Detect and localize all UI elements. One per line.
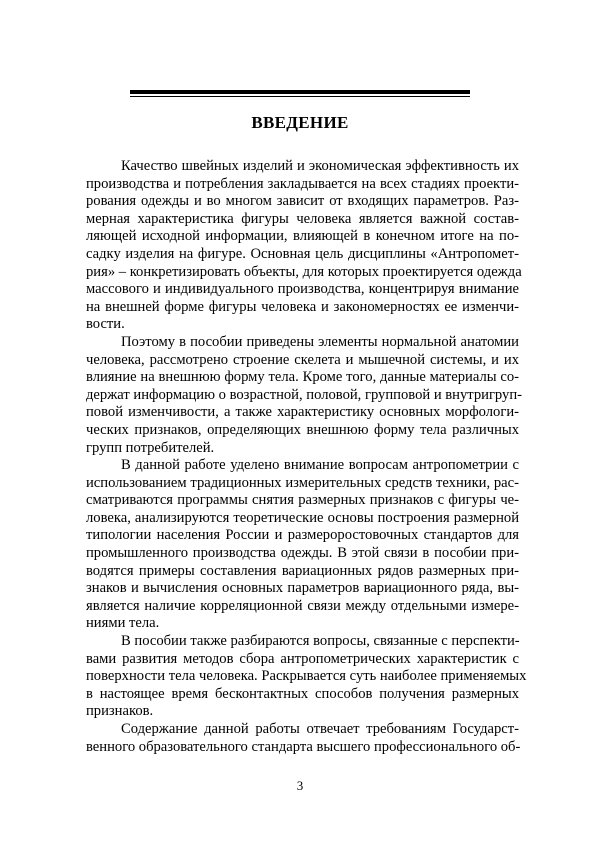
text-line: Качество швейных изделий и экономическая эффективность их (121, 158, 519, 174)
header-rule-thin (130, 96, 470, 97)
text-line: ческих признаков, определяющих внешнюю форму тела различных (86, 421, 519, 438)
text-line: держат информацию о возрастной, половой, групповой и внутригруп- (86, 386, 522, 403)
text-line: Поэтому в пособии приведены элементы нормальной анатомии (121, 333, 519, 350)
text-line: влияние на внешнюю форму тела. Кроме того, данные материалы со- (86, 369, 519, 386)
text-line: знаков и вычисления основных параметров вариационного ряда, вы- (86, 580, 519, 597)
text-line: рия» – конкретизировать объекты, для которых проектируется одежда (86, 263, 522, 280)
paragraph (86, 333, 522, 457)
text-line: вами развития методов сбора антропометрических характеристик с (86, 650, 519, 667)
text-line: садку изделия на фигуре. Основная цель дисциплины «Антропомет- (86, 245, 519, 262)
text-line: Содержание данной работы отвечает требованиям Государст- (121, 721, 519, 737)
text-line: промышленного производства одежды. В этой связи в пособии при- (86, 545, 519, 562)
text-line: венного образовательного стандарта высшего профессионального об- (86, 738, 521, 755)
paragraph (86, 457, 519, 633)
paragraph (86, 633, 527, 721)
text-line: рования одежды и во многом зависит от входящих параметров. Раз- (86, 193, 519, 210)
text-line: в настоящее время бесконтактных способов получения размерных (86, 685, 519, 702)
header-rule-thick (130, 90, 470, 94)
paragraph (86, 158, 522, 334)
text-line: человека, рассмотрено строение скелета и мышечной системы, и их (86, 351, 519, 368)
text-line: типологии населения России и размероростовочных стандартов для (86, 527, 519, 544)
text-line: производства и потребления закладывается на всех стадиях проекти- (86, 175, 519, 192)
text-line: повой изменчивости, а также характеристику основных морфологи- (86, 404, 519, 421)
paragraph (86, 721, 519, 756)
text-line: массового и индивидуального производства, концентрируя внимание (86, 281, 519, 298)
text-line: вости. (86, 316, 125, 333)
text-line: признаков. (86, 703, 154, 720)
text-line: ляющей исходной информации, влияющей в конечном итоге на по- (86, 228, 519, 245)
text-line: В пособии также разбираются вопросы, связанные с перспекти- (121, 633, 520, 650)
text-line: В данной работе уделено внимание вопросам антропометрии с (121, 457, 519, 474)
text-line: является наличие корреляционной связи между отдельными измере- (86, 597, 519, 614)
text-line: водятся примеры составления вариационных рядов размерных при- (86, 562, 519, 579)
text-line: сматриваются программы снятия размерных признаков с фигуры че- (86, 492, 519, 509)
text-line: ниями тела. (86, 615, 160, 632)
text-line: поверхности тела человека. Раскрывается суть наиболее применяемых (86, 668, 527, 685)
text-line: групп потребителей. (86, 439, 215, 456)
chapter-title: ВВЕДЕНИЕ (251, 113, 349, 132)
page-number: 3 (296, 778, 304, 793)
text-line: мерная характеристика фигуры человека является важной состав- (86, 210, 519, 227)
text-line: ловека, анализируются теоретические основы построения размерной (86, 509, 519, 526)
text-line: на внешней форме фигуры человека и закономерностях ее изменчи- (86, 298, 519, 315)
body-text (86, 158, 527, 756)
text-line: использованием традиционных измерительных средств техники, рас- (86, 474, 519, 491)
